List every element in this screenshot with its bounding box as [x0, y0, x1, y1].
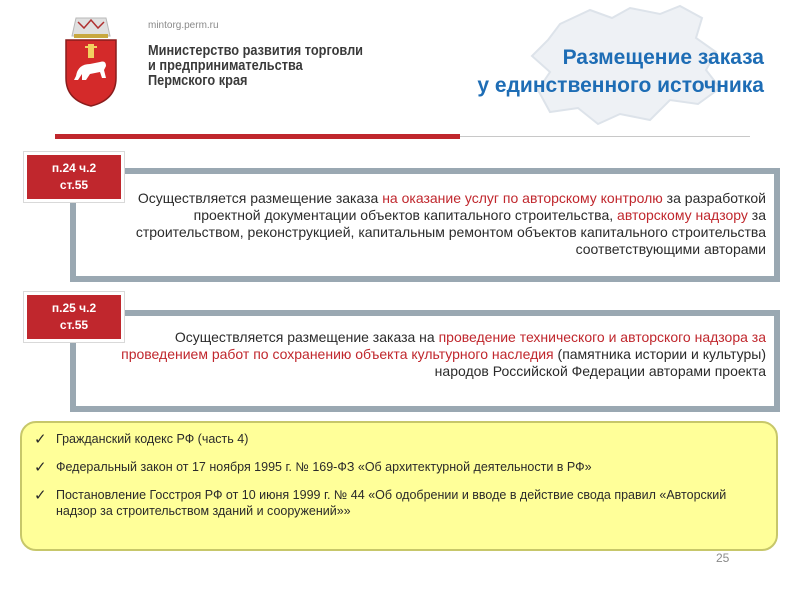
slide-title-line: Размещение заказа	[562, 46, 764, 69]
text-part: за разработкой проектной документации объектов капитального строительства,	[193, 190, 766, 223]
article-tag-25	[24, 292, 124, 342]
slide-header	[0, 0, 800, 135]
section-text	[88, 329, 766, 380]
tag-line: п.24 ч.2	[51, 161, 97, 175]
checkmark-icon: ✓	[34, 458, 47, 476]
section-panel-24	[70, 168, 780, 282]
law-text: Гражданский кодекс РФ (часть 4)	[56, 432, 249, 446]
article-tag-24	[24, 152, 124, 202]
section-panel-25	[70, 310, 780, 412]
law-item	[30, 487, 766, 519]
section-text	[88, 190, 766, 258]
ministry-line: и предпринимательства	[148, 58, 303, 74]
site-url: mintorg.perm.ru	[148, 20, 219, 31]
highlighted-text: авторскому надзору	[617, 207, 748, 223]
header-divider-thin	[460, 136, 750, 137]
tag-line: ст.55	[59, 318, 89, 332]
text-part: Осуществляется размещение заказа на	[174, 329, 439, 345]
legal-basis-box	[20, 421, 778, 551]
text-part: за строительством, реконструкцией, капитальным ремонтом объектов капитального строительства соответствующими авторами	[135, 207, 766, 257]
highlighted-text: проведение технического и авторского надзора за проведением работ по сохранению объекта культурного наследия	[121, 329, 766, 362]
page-number: 25	[716, 551, 730, 565]
highlighted-text: на оказание услуг по авторскому контролю	[382, 190, 663, 206]
slide-title	[477, 44, 764, 100]
checkmark-icon: ✓	[34, 486, 47, 504]
tag-line: п.25 ч.2	[51, 301, 97, 315]
law-item	[30, 431, 766, 447]
tag-line: ст.55	[59, 178, 89, 192]
text-part: (памятника истории и культуры) народов Российской Федерации авторами проекта	[434, 346, 766, 379]
checkmark-icon: ✓	[34, 430, 47, 448]
law-text: Федеральный закон от 17 ноября 1995 г. № 169-ФЗ «Об архитектурной деятельности в РФ»	[56, 460, 592, 474]
coat-of-arms-icon	[60, 14, 122, 108]
law-item	[30, 459, 766, 475]
law-text: Постановление Госстроя РФ от 10 июня 1999 г. № 44 «Об одобрении и вводе в действие свода правил «Авторский надзор за строительством зданий и сооружений»»	[56, 488, 727, 518]
slide-title-line: у единственного источника	[477, 74, 764, 97]
ministry-name	[148, 44, 363, 89]
ministry-line: Пермского края	[148, 73, 248, 89]
header-divider	[55, 134, 460, 139]
text-part: Осуществляется размещение заказа	[137, 190, 383, 206]
ministry-line: Министерство развития торговли	[148, 43, 364, 59]
